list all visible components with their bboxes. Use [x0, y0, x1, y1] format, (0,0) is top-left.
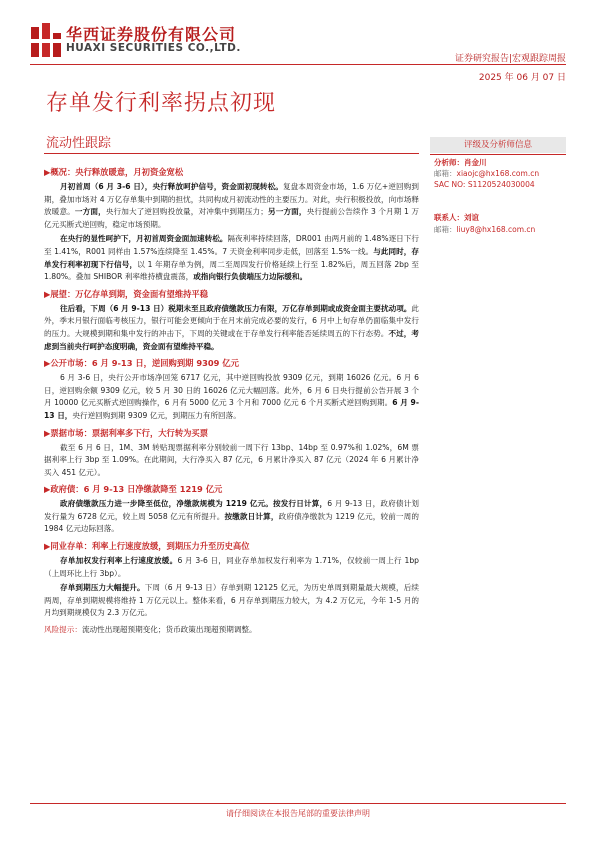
ncd-p1-lead: 存单加权发行利率上行速度放缓。	[60, 556, 178, 566]
overview-paragraph-2	[44, 233, 419, 283]
sac-number: S1120524030004	[467, 180, 535, 189]
outlook-lead: 往后看，下周（6 月 9-13 日）税期未至且政府债缴款压力有限，万亿存单到期或成资金面主要扰动项。	[60, 303, 412, 313]
open-market-bold: 6 月 9-13 日，	[44, 398, 419, 420]
open-market-paragraph	[44, 372, 419, 422]
section-heading-ncd: ▶同业存单：利率上行速度放缓，到期压力升至历史高位	[44, 541, 250, 552]
header-divider	[30, 64, 566, 65]
gov-bonds-text: 6 月 9-13 日，政府债计划发行量为 6728 亿元，较上周 5058 亿元有所提升。	[44, 499, 419, 521]
overview-p1-lead: 月初首周（6 月 3-6 日），央行释放呵护信号，资金面初现转松。	[60, 182, 283, 191]
section-heading-overview: ▶概况：央行释放暖意，月初资金宽松	[44, 167, 184, 177]
overview-p2-lead: 在央行的显性呵护下，月初首周资金面加速转松。	[60, 234, 228, 244]
ncd-p2-text: 下周（6 月 9-13 日）存单到期 12125 亿元，为历史单周到期量最大规模，后续两周，存单到期规模将维持 1 万亿元以上。整体来看，6 月存单到期压力较大，为 4.2 万亿元，今年 1-5 月的月均到期规模仅为 2.3 万亿元。	[44, 583, 420, 618]
risk-warning	[44, 624, 419, 637]
overview-paragraph-1	[44, 181, 419, 231]
gov-bonds-bold2: 按缴款日计算，	[224, 511, 279, 521]
analyst-name-row	[434, 157, 487, 168]
overview-p2-bold2: 与此同时，存单发行利率初现下行信号，	[44, 246, 419, 269]
contact-email-row	[434, 224, 535, 235]
sac-label: SAC NO:	[434, 180, 466, 189]
panel-divider	[430, 154, 566, 155]
gov-bonds-lead: 政府债缴款压力进一步降至低位，净缴款规模为 1219 亿元。按发行日计算，	[60, 499, 328, 509]
contact-name-row	[434, 212, 479, 223]
ncd-paragraph-1	[44, 555, 419, 580]
section-heading-open-market: ▶公开市场：6 月 9-13 日，逆回购到期 9309 亿元	[44, 358, 239, 369]
ncd-p2-lead: 存单到期压力大幅提升。	[60, 583, 145, 593]
gov-bonds-paragraph	[44, 498, 419, 536]
overview-p2-text2: 以 1 年期存单为例，周二至周四发行价格延续上行至 1.82%后，周五回落 2bp 至 1.80%。叠加 SHIBOR 利率维持横盘震荡，	[44, 259, 420, 282]
contact-email-label: 邮箱：	[434, 225, 457, 234]
ncd-p1-text: 6 月 3-6 日，同业存单加权发行利率为 1.71%，仅较前一周上行 1bp（上周环比上行 3bp）。	[44, 556, 419, 578]
analyst-name: 肖金川	[464, 158, 487, 167]
company-logo-icon	[31, 23, 61, 59]
ncd-paragraph-2	[44, 582, 419, 620]
section-heading-bills: ▶票据市场：票据利率多下行，大行转为买票	[44, 427, 209, 438]
company-name-cn: 华西证券股份有限公司	[66, 25, 237, 44]
section-heading-gov-bonds: ▶政府债：6 月 9-13 日净缴款降至 1219 亿元	[44, 484, 223, 495]
page-subtitle: 流动性跟踪	[46, 136, 112, 151]
page-title: 存单发行利率拐点初现	[46, 91, 277, 116]
sac-row	[434, 179, 535, 190]
open-market-text2: 央行逆回购到期 9309 亿元，到期压力有所回落。	[72, 410, 241, 420]
overview-p2-text: 隔夜利率持续回落，DR001 由两月前的 1.48%逐日下行至 1.41%，R001 同样由 1.57%连续降至 1.45%。7 天资金利率同步走低，回落至 1.5%一线。	[44, 234, 419, 256]
contact-label: 联系人：	[434, 213, 464, 222]
open-market-text: 6 月 3-6 日，央行公开市场净回笼 6717 亿元，其中逆回购投放 9309 亿元，到期 16026 亿元。6 月 6 日，逆回购余额 9309 亿元，较 5 月 30 日的 16026 亿元大幅回落。此外，6 月 6 日央行提前公告开展 3 个月 10000 亿元买断式逆回购操作，6 月有 5000 亿元 3 个月和 7000 亿元 6 个月买断式逆回购到期。	[44, 373, 419, 408]
risk-text: 流动性出现超预期变化；货币政策出现超预期调整。	[81, 625, 257, 635]
analyst-panel-heading: 评级及分析师信息	[430, 137, 566, 153]
overview-p1-text3: 央行提前公告续作 3 个月期 1 万亿元买断式逆回购，稳定市场预期。	[44, 207, 420, 229]
overview-p2-bold3: 或指向银行负债端压力边际缓和。	[193, 272, 308, 282]
outlook-bold2: 不过，考虑到当前央行呵护态度明确，资金面有望维持平稳。	[44, 328, 420, 351]
analyst-email-row	[434, 168, 539, 179]
risk-label: 风险提示：	[44, 625, 82, 635]
report-body	[44, 162, 419, 639]
analyst-email-link[interactable]: xiaojc@hx168.com.cn	[456, 169, 540, 178]
outlook-text: 此外，季末月银行面临考核压力，银行可能会更倾向于在月末前完成必要的发行，6 月中上旬存单仍面临集中发行的压力。大规模到期和集中发行的冲击下，下周的关键或在于存单发行利率能否延续周五的下行态势。	[44, 303, 419, 338]
company-name-en: HUAXI SECURITIES CO.,LTD.	[66, 42, 241, 54]
report-type: 证券研究报告|宏观跟踪周报	[454, 54, 566, 64]
subtitle-divider	[44, 153, 419, 154]
contact-email-link[interactable]: liuy8@hx168.com.cn	[456, 225, 536, 234]
footer-divider	[30, 803, 566, 804]
overview-p1-bold2: 一方面，	[74, 207, 106, 217]
overview-p1-bold3: 另一方面，	[267, 207, 307, 217]
overview-p1-text: 复盘本周资金市场，1.6 万亿+逆回购到期，叠加市场对 4 万亿存单集中到期的担忧，共同构成月初流动性的主要压力。对此，央行积极投放，向市场释放暖意。	[44, 182, 419, 217]
analyst-label: 分析师：	[434, 158, 464, 167]
overview-p1-text2: 央行加大了逆回购投放量，对冲集中到期压力；	[105, 207, 268, 217]
analyst-email-label: 邮箱：	[434, 169, 457, 178]
gov-bonds-text2: 政府债净缴款为 1219 亿元，较前一周的 1984 亿元边际回落。	[44, 511, 420, 534]
outlook-paragraph	[44, 303, 419, 353]
legal-notice-footer: 请仔细阅读在本报告尾部的重要法律声明	[226, 809, 370, 818]
bills-paragraph	[44, 442, 419, 480]
report-date: 2025 年 06 月 07 日	[478, 73, 566, 83]
section-heading-outlook: ▶展望：万亿存单到期，资金面有望维持平稳	[44, 288, 209, 299]
bills-text: 截至 6 月 6 日，1M、3M 转贴现票据利率分别较前一周下行 13bp、14bp 至 0.97%和 1.02%，6M 票据利率上行 3bp 至 1.09%。在此期间，大行净买入 87 亿元，6 月累计净买入 87 亿元（2024 年 6 月累计净买入 451 亿元）。	[44, 442, 419, 477]
contact-name: 刘谊	[464, 213, 479, 222]
